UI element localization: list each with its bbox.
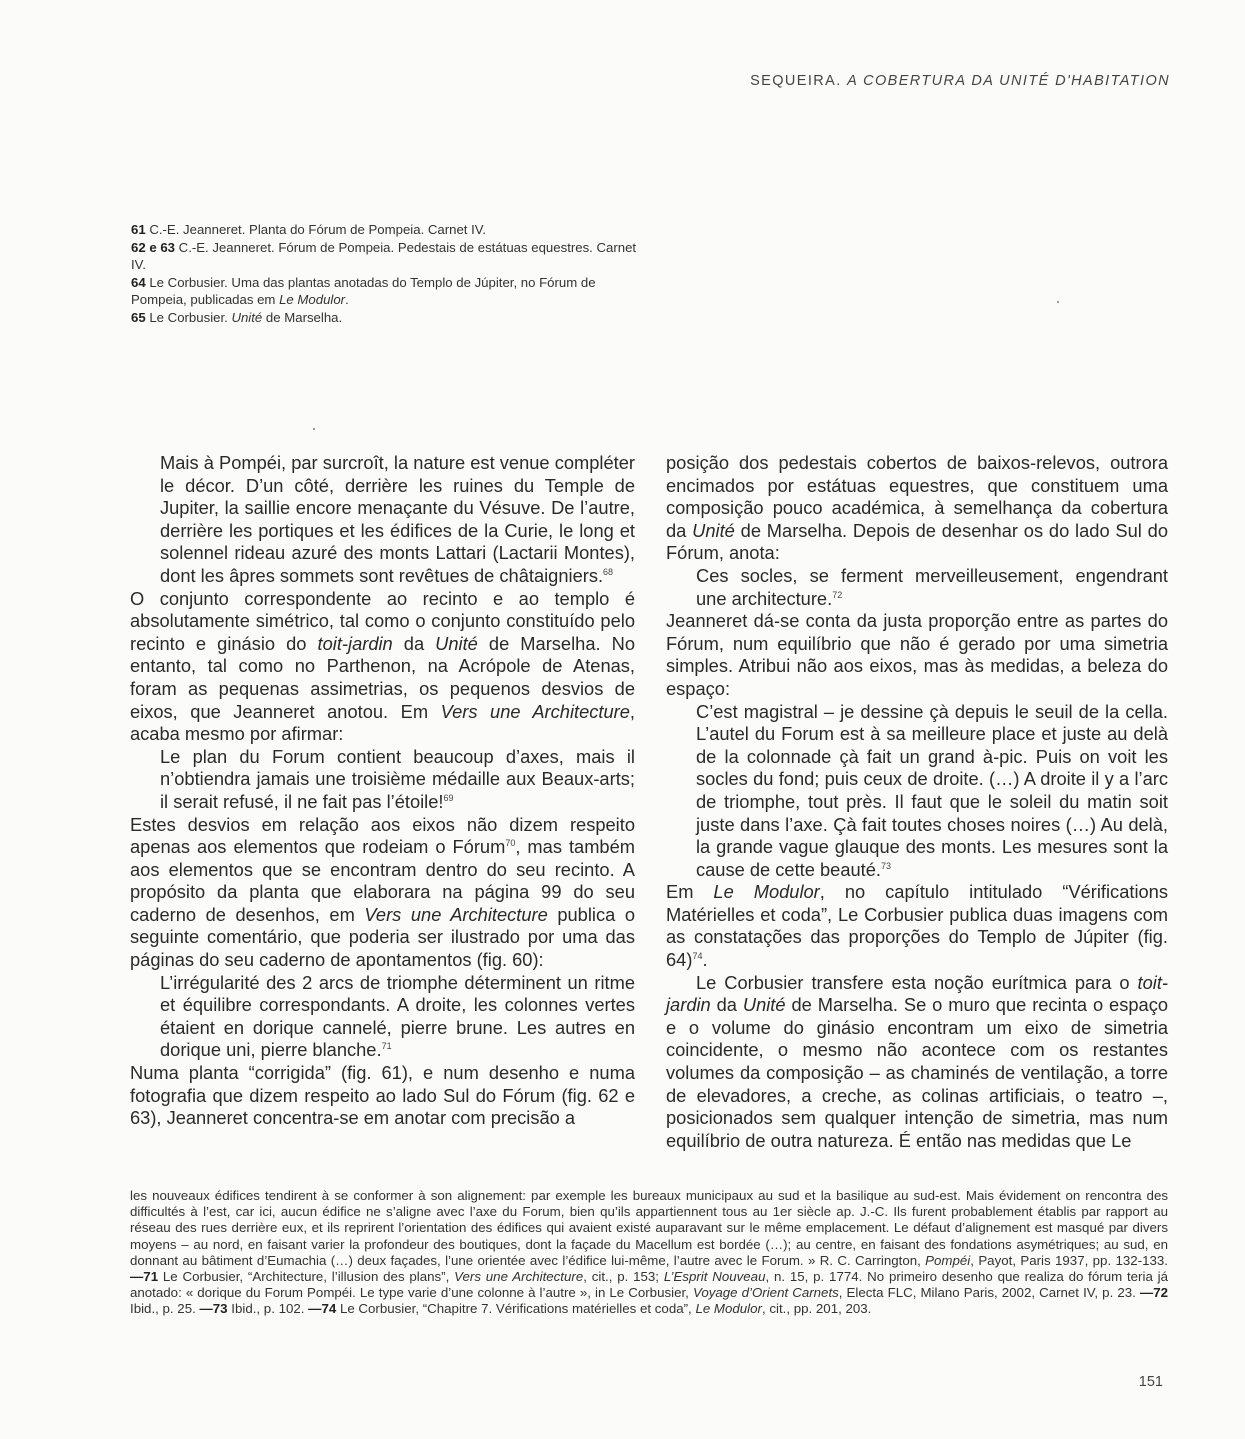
paragraph: Le Corbusier transfere esta noção eurítmica para o toit-jardin da Unité de Marselha. Se o muro que recinta o espaço e o volume do ginásio encontram um eixo de simetria coincidente, o mesmo não acontece com os restantes volumes da composição – as chaminés de ventilação, a torre de elevadores, a creche, as colinas artificiais, o teatro –, posicionados sem qualquer intenção de simetria, mas num equilíbrio de outra natureza. É então nas medidas que Le: [666, 971, 1168, 1151]
body-column-left: [130, 452, 635, 1130]
paragraph: Em Le Modulor, no capítulo intitulado “Vérifications Matérielles et coda”, Le Corbusier publica duas imagens com as constatações das proporções do Templo de Júpiter (fig. 64)$^{74}$.: [666, 881, 1168, 971]
caption-62-63: 62 e 63 C.-E. Jeanneret. Fórum de Pompeia. Pedestais de estátuas equestres. Carnet IV.: [131, 239, 637, 273]
footnote-ref[interactable]: 70: [505, 838, 516, 849]
page-number: 151: [1138, 1374, 1163, 1390]
footnote-number: —72: [1139, 1285, 1168, 1301]
footnote-ref[interactable]: 72: [832, 589, 843, 600]
scan-speck: [313, 428, 315, 430]
body-column-right: [666, 452, 1168, 1152]
caption-number: 64: [131, 274, 146, 290]
block-quote: Ces socles, se ferment merveilleusement, engendrant une architecture.$^{72}$: [696, 564, 1168, 609]
running-head-title: A COBERTURA DA UNITÉ D'HABITATION: [847, 73, 1170, 89]
footnote-ref[interactable]: 73: [880, 860, 891, 871]
running-head: [750, 73, 1170, 89]
footnote-text: les nouveaux édifices tendirent à se conformer à son alignement: par exemple les bureaux municipaux au sud et la basilique au sud-est. Mais évidement on rencontra des difficultés à l’est, car ici, aucun édifice ne s’aligne avec l’axe du Forum, bien qu’ils appartiennent tous au 1er siècle ap. J.-C. Ils furent probablement établis par rapport au réseau des rues derrière eux, et ils reprirent l’orientation des édifices qui avaient existé auparavant sur le même emplacement. Le défaut d’alignement est masqué par divers moyens – au nord, en faisant varier la profondeur des boutiques, dont la façade du Macellum est bordée (…); au centre, en faisant des fondations asymétriques; au sud, en donnant au bâtiment d’Eumachia (…) deux façades, l’une orientée avec l’édifice lui-même, l’autre avec le Forum. » R. C. Carrington, Pompéi, Payot, Paris 1937, pp. 132-133. —71 Le Corbusier, “Architecture, l’illusion des plans”, Vers une Architecture, cit., p. 153; L’Esprit Nouveau, n. 15, p. 1774. No primeiro desenho que realiza do fórum teria já anotado: « dorique du Forum Pompéi. Le type varie d’une colonne à l’autre », in Le Corbusier, Voyage d’Orient Carnets, Electa FLC, Milano Paris, 2002, Carnet IV, p. 23. —72 Ibid., p. 25. —73 Ibid., p. 102. —74 Le Corbusier, “Chapitre 7. Vérifications matérielles et coda”, Le Modulor, cit., pp. 201, 203.: [130, 1188, 1168, 1317]
footnote-number: —74: [308, 1301, 337, 1317]
footnote-ref[interactable]: 74: [692, 951, 703, 962]
footnote-ref[interactable]: 69: [443, 792, 454, 803]
footnote-number: —71: [130, 1269, 159, 1285]
footnote-ref[interactable]: 68: [603, 566, 614, 577]
paragraph: Numa planta “corrigida” (fig. 61), e num desenho e numa fotografia que dizem respeito ao lado Sul do Fórum (fig. 62 e 63), Jeanneret concentra-se em anotar com precisão a: [130, 1062, 635, 1129]
scan-speck: [1057, 301, 1059, 303]
caption-number: 65: [131, 309, 146, 325]
paragraph: Estes desvios em relação aos eixos não dizem respeito apenas aos elementos que rodeiam o Fórum$^{70}$, mas também aos elementos que se encontram dentro do seu recinto. A propósito da planta que elaborara na página 99 do seu caderno de desenhos, em Vers une Architecture publica o seguinte comentário, que poderia ser ilustrado por uma das páginas do seu caderno de apontamentos (fig. 60):: [130, 813, 635, 971]
footnote-number: —73: [199, 1301, 228, 1317]
caption-number: 62 e 63: [131, 239, 175, 255]
block-quote: Mais à Pompéi, par surcroît, la nature est venue compléter le décor. D’un côté, derrière les ruines du Temple de Jupiter, la saillie encore menaçante du Vésuve. De l’autre, derrière les portiques et les édifices de la Curie, le long et solennel rideau azuré des monts Lattari (Lactarii Montes), dont les âpres sommets sont revêtues de châtaigniers.$^{68}$: [160, 452, 635, 586]
block-quote: L’irrégularité des 2 arcs de triomphe déterminent un ritme et équilibre correspondants. A droite, les colonnes vertes étaient en dorique cannelé, pierre brune. Les autres en dorique uni, pierre blanche.$^{71}$: [160, 971, 635, 1061]
caption-65: 65 Le Corbusier. Unité de Marselha.: [131, 309, 343, 325]
caption-number: 61: [131, 222, 146, 237]
footnote-ref[interactable]: 71: [381, 1041, 392, 1052]
block-quote: C’est magistral – je dessine çà depuis le seuil de la cella. L’autel du Forum est à sa meilleure place et juste au delà de la colonnade çà fait un grand à-pic. Puis on voit les socles du fond; puis ceux de droite. (…) A droite il y a l’arc de triomphe, tout près. Il faut que le soleil du matin soit juste dans l’axe. Çà fait toutes choses noires (…) Au delà, la grande vague glauque des monts. Les mesures sont la cause de cette beauté.$^{73}$: [696, 700, 1168, 880]
block-quote: Le plan du Forum contient beaucoup d’axes, mais il n’obtiendra jamais une troisième médaille aux Beaux-arts; il serait refusé, il ne fait pas l’étoile!$^{69}$: [160, 745, 635, 812]
paragraph: posição dos pedestais cobertos de baixos-relevos, outrora encimados por estátuas equestres, que constituem uma composição pouco académica, à semelhança da cobertura da Unité de Marselha. Depois de desenhar os do lado Sul do Fórum, anota:: [666, 452, 1168, 564]
running-head-author: SEQUEIRA.: [750, 73, 842, 89]
figure-captions: [131, 221, 641, 327]
paragraph: O conjunto correspondente ao recinto e ao templo é absolutamente simétrico, tal como o conjunto constituído pelo recinto e ginásio do toit-jardin da Unité de Marselha. No entanto, tal como no Parthenon, na Acrópole de Atenas, foram as pequenas assimetrias, os pequenos desvios de eixos, que Jeanneret anotou. Em Vers une Architecture, acaba mesmo por afirmar:: [130, 587, 635, 745]
caption-61: 61 C.-E. Jeanneret. Planta do Fórum de Pompeia. Carnet IV.: [131, 222, 487, 237]
footnotes: [130, 1188, 1168, 1318]
paragraph: Jeanneret dá-se conta da justa proporção entre as partes do Fórum, num equilíbrio que não é gerado por uma simetria simples. Atribui não aos eixos, mas às medidas, a beleza do espaço:: [666, 610, 1168, 699]
caption-64: 64 Le Corbusier. Uma das plantas anotadas do Templo de Júpiter, no Fórum de Pompeia, publicadas em Le Modulor.: [131, 274, 596, 308]
